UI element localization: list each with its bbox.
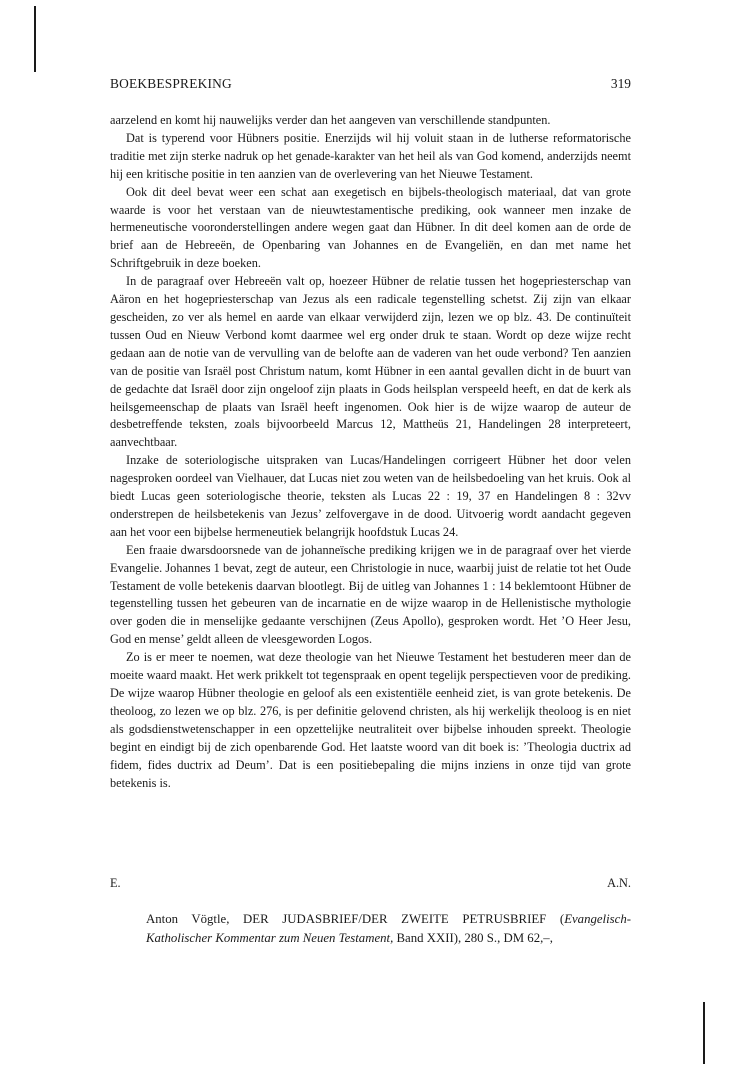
running-header-title: BOEKBESPREKING	[110, 76, 232, 91]
signature-left-initial: E.	[110, 876, 121, 890]
next-review-heading	[146, 910, 631, 948]
paragraph-conclusion: Zo is er meer te noemen, wat deze theologie van het Nieuwe Testament het bestuderen meer dan de moeite waard maakt. Het werk prikkelt tot tegenspraak en opent tegelijk perspectieven voor de prediking. De wijze waarop Hübner theologie en geloof als een existentiële eenheid ziet, is van grote betekenis. De theoloog, zo lezen we op blz. 276, is per definitie gelovend christen, als hij werkelijk theoloog is en niet als godsdienstwetenschapper in een opzettelijke neutraliteit over bijbelse inhouden spreekt. Theologie begint en eindigt bij de zich openbarende God. Het laatste woord van dit boek is: ’Theologia ductrix ad fidem, fides ductrix ad Deum’. Dat is een positiebepaling die mijns inziens in onze tijd van grote betekenis is.	[110, 650, 631, 790]
paragraph-luke-acts: Inzake de soteriologische uitspraken van Lucas/Handelingen corrigeert Hübner het door velen nagesproken oordeel van Vielhauer, dat Lucas niet zou weten van de heilsbedoeling van het kruis. Ook al biedt Lucas geen soteriologische theorie, teksten als Lucas 22 : 19, 37 en Handelingen 8 : 32vv onderstrepen de heilsbetekenis van Jezus’ zelfovergave in de dood. Uitvoerig wordt aandacht gegeven aan het voor een bijbelse hermeneutiek belangrijk hoofdstuk Lucas 24.	[110, 453, 631, 539]
review-body	[110, 112, 631, 792]
running-header	[110, 76, 631, 96]
reviewer-initials: A.N.	[607, 876, 631, 890]
paragraph-fourth-gospel: Een fraaie dwarsdoorsnede van de johanneïsche prediking krijgen we in de paragraaf over het vierde Evangelie. Johannes 1 bevat, zegt de auteur, een Christologie in nuce, waarbij juist de relatie tot het Oude Testament de volle betekenis daarvan blootlegt. Bij de uitleg van Johannes 1 : 14 beklemtoont Hübner de tegenstelling tussen het gebeuren van de incarnatie en de wijze waarop in de Hellenistische mythologie over goden die in menselijke gedaante verschijnen (Zeus Apollo), gesproken wordt. Het ’O Heer Jesu, God en mense’ geldt alleen de vleesgeworden Logos.	[110, 542, 631, 647]
page-number: 319	[610, 76, 631, 91]
left-margin-rule	[34, 6, 36, 72]
paragraph-exegetical-material: Ook dit deel bevat weer een schat aan exegetisch en bijbels-theologisch materiaal, dat van grote waarde is voor het verstaan van de nieuwtestamentische prediking, ook wanneer men inzake de hermeneutische vooronderstellingen andere wegen gaat dan Hübner. In dit deel komen aan de orde de brief aan de Hebreeën, de Openbaring van Johannes en de Evangeliën, en dan met name het Schriftgebruik in deze boeken.	[110, 184, 631, 271]
next-review-details: Band XXII), 280 S., DM 62,–,	[393, 931, 553, 945]
right-margin-rule	[703, 1002, 705, 1064]
paragraph-continuation: aarzelend en komt hij nauwelijks verder dan het aangeven van verschillende standpunten.	[110, 113, 551, 127]
review-signature	[110, 876, 631, 894]
next-review-series: Evangelisch-Katholischer Kommentar zum Neuen Testament,	[146, 912, 631, 945]
paragraph-hebrews: In de paragraaf over Hebreeën valt op, hoezeer Hübner de relatie tussen het hogepriesterschap van Aäron en het hogepriesterschap van Jezus als een radicale tegenstelling schetst. Zij zijn van elkaar gescheiden, zo ver als hemel en aarde van elkaar verwijderd zijn, lezen we op blz. 43. De continuïteit tussen Oud en Nieuw Verbond komt daarmee wel erg onder druk te staan. Wordt op deze wijze recht gedaan aan de notie van de vervulling van de belofte aan de vaderen van het oude verbond? Ten aanzien van de positie van Israël post Christum natum, komt Hübner in een aantal gevallen dicht in de buurt van de gedachte dat Israël door zijn ongeloof zijn plaats in Gods heilsplan verspeeld heeft, en dat de kerk als heilsgemeenschap de plaats van Israël heeft ingenomen. Ook hier is de wijze waarop de auteur de desbetreffende teksten, zoals bijvoorbeeld Marcus 12, Mattheüs 21, Handelingen 28 interpreteert, aanvechtbaar.	[110, 274, 631, 450]
paragraph-hubner-position: Dat is typerend voor Hübners positie. Enerzijds wil hij voluit staan in de lutherse reformatorische traditie met zijn sterke nadruk op het genade-karakter van het heil als van God komend, anderzijds neemt hij een kritische positie in ten aanzien van de overlevering van het Nieuwe Testament.	[110, 130, 631, 181]
next-review-author-title: Anton Vögtle, DER JUDASBRIEF/DER ZWEITE PETRUSBRIEF (	[146, 912, 565, 926]
